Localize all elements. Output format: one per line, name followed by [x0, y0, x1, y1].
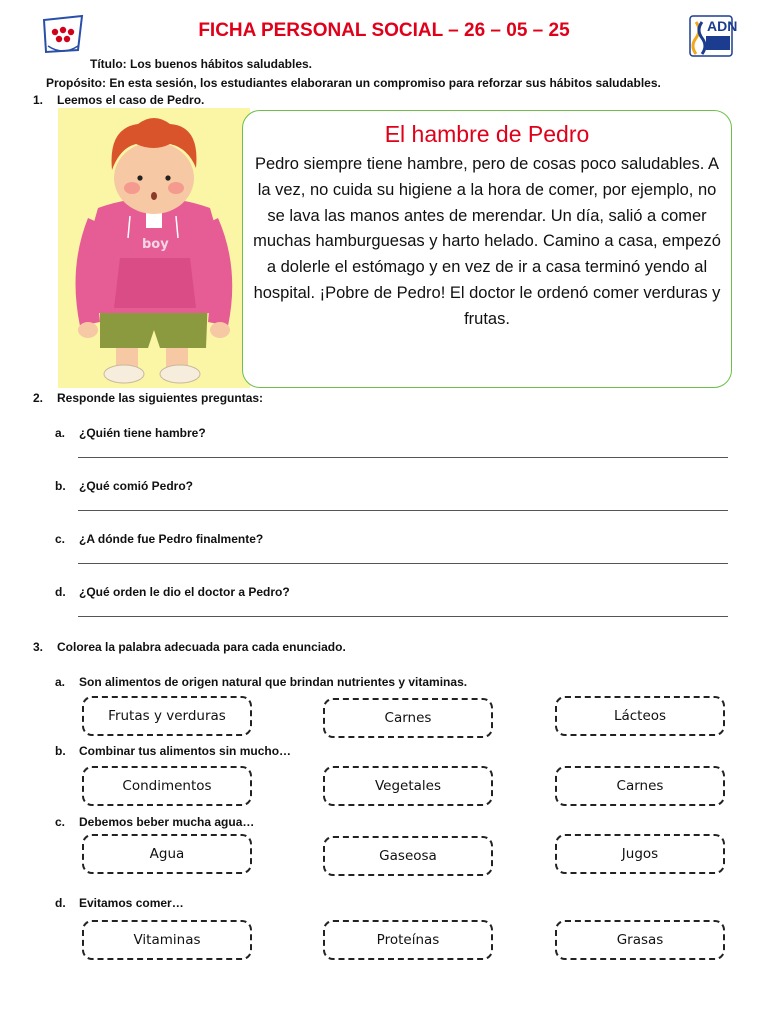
- question-a-letter: a.: [55, 426, 66, 440]
- pedro-illustration: [58, 108, 250, 388]
- section-1-heading: [33, 93, 204, 107]
- question-d: [55, 585, 290, 599]
- statement-b-text: Combinar tus alimentos sin mucho…: [79, 744, 292, 758]
- statement-d-text: Evitamos comer…: [79, 896, 184, 910]
- statement-c-text: Debemos beber mucha agua…: [79, 815, 255, 829]
- adn-logo-text: ADN: [707, 18, 738, 34]
- section-2-label: Responde las siguientes preguntas:: [57, 391, 264, 405]
- statement-b: [55, 744, 291, 758]
- svg-text:boy: boy: [142, 237, 169, 252]
- adn-logo: [688, 14, 738, 58]
- question-b-letter: b.: [55, 479, 66, 493]
- question-c-letter: c.: [55, 532, 66, 546]
- section-2-heading: [33, 391, 263, 405]
- statement-c: [55, 815, 254, 829]
- statement-a-text: Son alimentos de origen natural que brindan nutrientes y vitaminas.: [79, 675, 468, 689]
- story-text: Pedro siempre tiene hambre, pero de cosas poco saludables. A la vez, no cuida su higiene a la hora de comer, por ejemplo, no se lava las manos antes de merendar. Un día, salió a comer muchas hamburguesas y harto helado. Camino a casa, empezó a dolerle el estómago y en vez de ir a casa terminó yendo al hospital. ¡Pobre de Pedro! El doctor le ordenó comer verduras y frutas.: [253, 155, 721, 328]
- section-3-number: 3.: [33, 640, 44, 654]
- word-option-a2[interactable]: Carnes: [323, 698, 493, 738]
- statement-a-letter: a.: [55, 675, 66, 689]
- word-option-c2[interactable]: Gaseosa: [323, 836, 493, 876]
- word-option-a3[interactable]: Lácteos: [555, 696, 725, 736]
- answer-line-d[interactable]: [78, 616, 728, 617]
- section-2-number: 2.: [33, 391, 44, 405]
- word-option-b3[interactable]: Carnes: [555, 766, 725, 806]
- word-option-d1[interactable]: Vitaminas: [82, 920, 252, 960]
- question-c-text: ¿A dónde fue Pedro finalmente?: [79, 532, 264, 546]
- word-option-b2[interactable]: Vegetales: [323, 766, 493, 806]
- question-d-text: ¿Qué orden le dio el doctor a Pedro?: [79, 585, 290, 599]
- word-option-d3[interactable]: Grasas: [555, 920, 725, 960]
- word-option-c3[interactable]: Jugos: [555, 834, 725, 874]
- statement-b-letter: b.: [55, 744, 66, 758]
- question-b-text: ¿Qué comió Pedro?: [79, 479, 194, 493]
- question-b: [55, 479, 193, 493]
- statement-d-letter: d.: [55, 896, 66, 910]
- section-3-label: Colorea la palabra adecuada para cada enunciado.: [57, 640, 346, 654]
- answer-line-a[interactable]: [78, 457, 728, 458]
- statement-c-letter: c.: [55, 815, 66, 829]
- section-3-heading: [33, 640, 346, 654]
- word-option-c1[interactable]: Agua: [82, 834, 252, 874]
- section-1-number: 1.: [33, 93, 44, 107]
- page-title: FICHA PERSONAL SOCIAL – 26 – 05 – 25: [198, 20, 570, 41]
- word-option-d2[interactable]: Proteínas: [323, 920, 493, 960]
- question-a-text: ¿Quién tiene hambre?: [79, 426, 206, 440]
- word-option-a1[interactable]: Frutas y verduras: [82, 696, 252, 736]
- question-a: [55, 426, 206, 440]
- story-title: El hambre de Pedro: [384, 121, 590, 147]
- word-option-b1[interactable]: Condimentos: [82, 766, 252, 806]
- statement-a: [55, 675, 467, 689]
- worksheet-purpose-line: Propósito: En esta sesión, los estudiantes elaboraran un compromiso para reforzar sus hábitos saludables.: [46, 76, 661, 90]
- section-1-label: Leemos el caso de Pedro.: [57, 93, 205, 107]
- worksheet-title-line: Título: Los buenos hábitos saludables.: [90, 57, 313, 71]
- question-c: [55, 532, 263, 546]
- question-d-letter: d.: [55, 585, 66, 599]
- answer-line-c[interactable]: [78, 563, 728, 564]
- statement-d: [55, 896, 184, 910]
- answer-line-b[interactable]: [78, 510, 728, 511]
